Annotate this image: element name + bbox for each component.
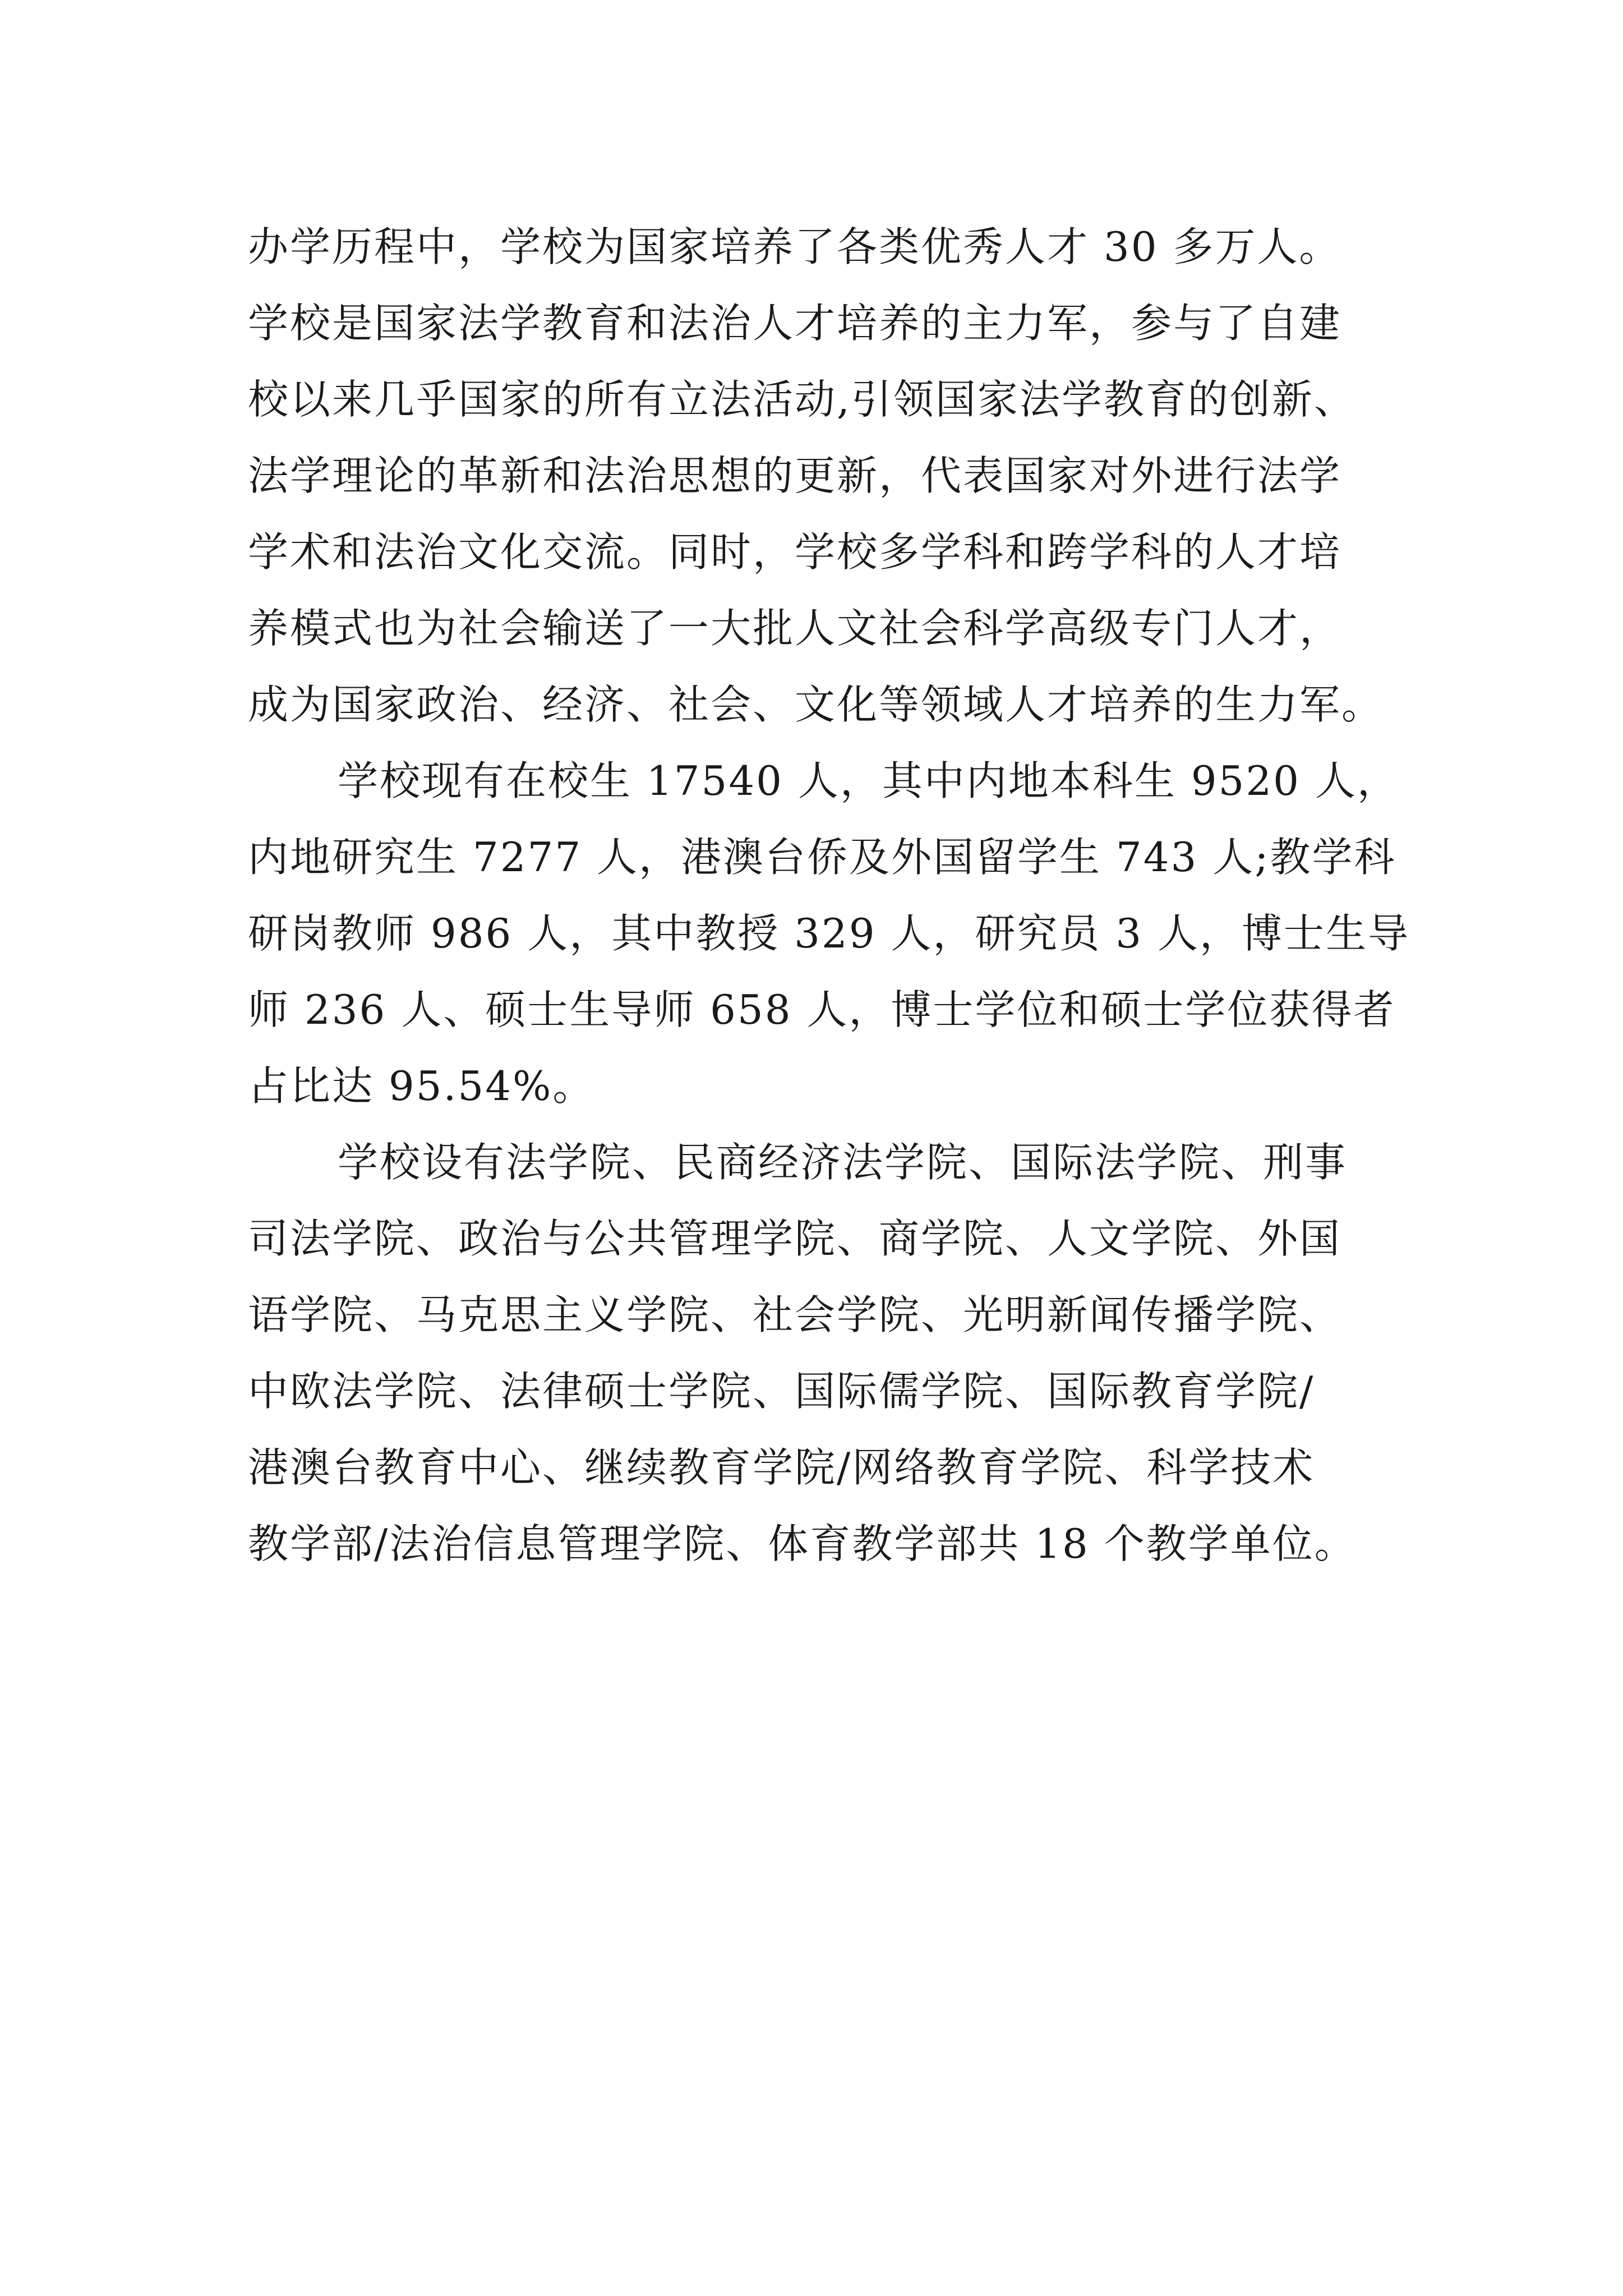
text-line: 研岗教师 986 人，其中教授 329 人，研究员 3 人，博士生导 [248, 910, 1410, 957]
body-text [248, 209, 1454, 1582]
text-line: 校以来几乎国家的所有立法活动,引领国家法学教育的创新、 [248, 376, 1356, 423]
text-line: 中欧法学院、法律硕士学院、国际儒学院、国际教育学院/ [248, 1368, 1315, 1415]
text-line: 法学理论的革新和法治思想的更新，代表国家对外进行法学 [248, 452, 1342, 499]
text-line: 教学部/法治信息管理学院、体育教学部共 18 个教学单位。 [248, 1520, 1357, 1567]
paragraph-2 [248, 743, 1454, 1124]
text-line: 港澳台教育中心、继续教育学院/网络教育学院、科学技术 [248, 1444, 1315, 1491]
text-line-indented: 学校设有法学院、民商经济法学院、国际法学院、刑事 [338, 1139, 1348, 1186]
paragraph-3 [248, 1124, 1454, 1582]
text-line: 成为国家政治、经济、社会、文化等领域人才培养的生力军。 [248, 681, 1384, 728]
text-line: 司法学院、政治与公共管理学院、商学院、人文学院、外国 [248, 1215, 1342, 1262]
text-line: 养模式也为社会输送了一大批人文社会科学高级专门人才， [248, 605, 1342, 652]
paragraph-1 [248, 209, 1454, 743]
text-line: 内地研究生 7277 人，港澳台侨及外国留学生 743 人;教学科 [248, 834, 1396, 881]
text-line: 学术和法治文化交流。同时，学校多学科和跨学科的人才培 [248, 528, 1342, 576]
text-line: 学校是国家法学教育和法治人才培养的主力军，参与了自建 [248, 300, 1342, 347]
text-line-indented: 学校现有在校生 17540 人，其中内地本科生 9520 人， [338, 757, 1399, 804]
text-line: 办学历程中，学校为国家培养了各类优秀人才 30 多万人。 [248, 223, 1341, 270]
text-line: 师 236 人、硕士生导师 658 人，博士学位和硕士学位获得者 [248, 986, 1396, 1033]
text-line: 语学院、马克思主义学院、社会学院、光明新闻传播学院、 [248, 1291, 1342, 1338]
text-line: 占比达 95.54%。 [248, 1062, 595, 1110]
